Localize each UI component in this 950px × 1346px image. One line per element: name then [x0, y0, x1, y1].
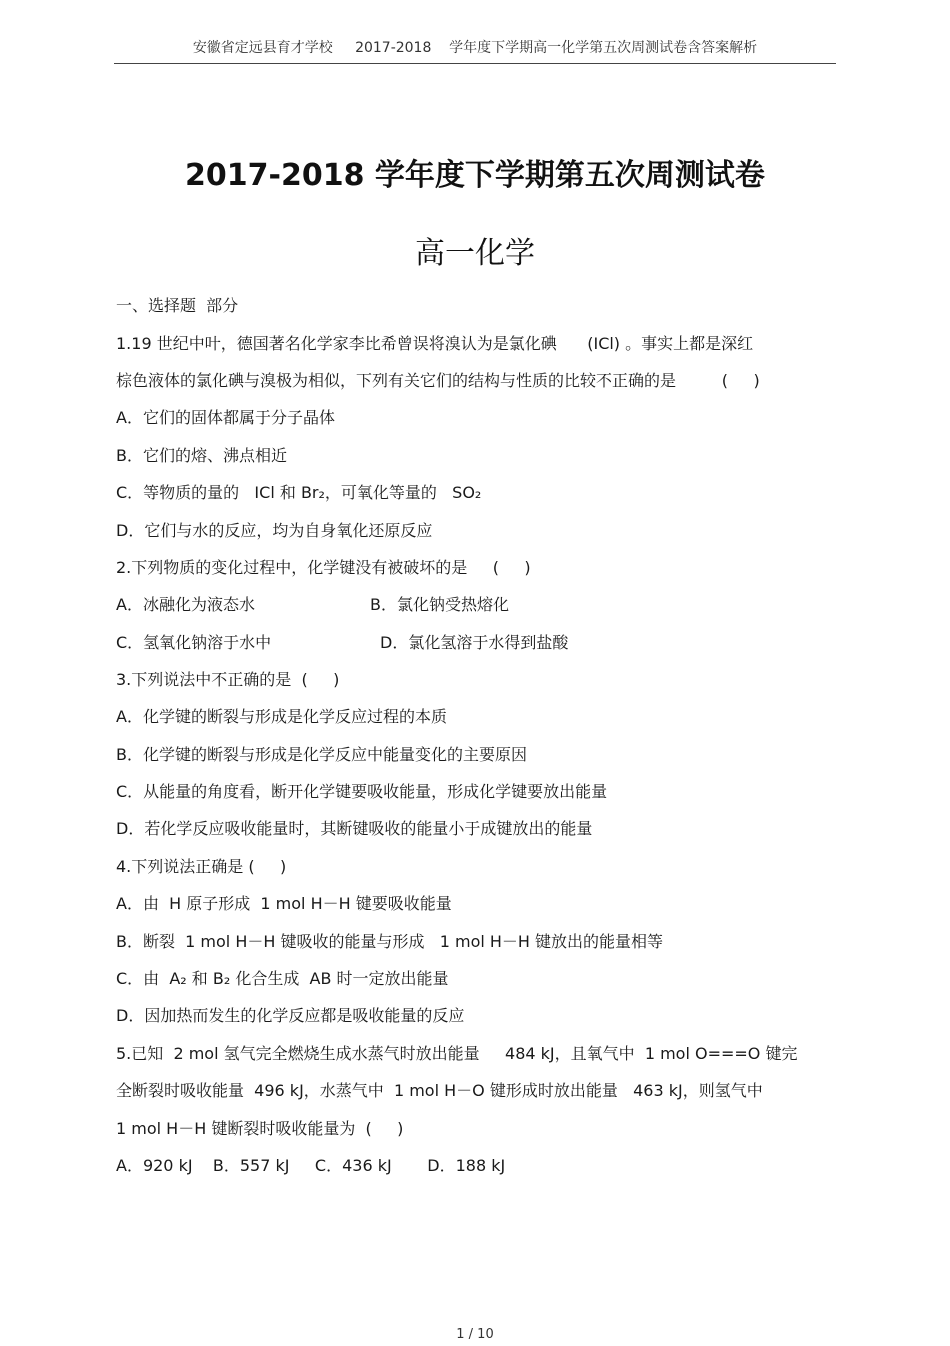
section-heading: 一、选择题 部分: [116, 296, 239, 315]
question-3-option-b: B．化学键的断裂与形成是化学反应中能量变化的主要原因: [116, 745, 527, 764]
question-5-options: A．920 kJ B．557 kJ C．436 kJ D．188 kJ: [116, 1156, 506, 1175]
question-2-option-c: C．氢氧化钠溶于水中: [116, 633, 272, 652]
question-1-option-b: B．它们的熔、沸点相近: [116, 446, 287, 465]
question-4-option-b: B．断裂 1 mol H－H 键吸收的能量与形成 1 mol H－H 键放出的能量相等: [116, 932, 664, 951]
page-title: 2017-2018 学年度下学期第五次周测试卷: [185, 158, 765, 193]
header-divider: [114, 63, 836, 64]
page-header: 安徽省定远县育才学校 2017-2018 学年度下学期高一化学第五次周测试卷含答案解析: [192, 40, 758, 56]
question-2-option-a: A．冰融化为液态水: [116, 595, 255, 614]
question-4-stem: 4.下列说法正确是 ( ): [116, 857, 287, 876]
question-3-stem: 3.下列说法中不正确的是 ( ): [116, 670, 340, 689]
question-4-option-a: A．由 H 原子形成 1 mol H－H 键要吸收能量: [116, 894, 452, 913]
question-2-option-b: B．氯化钠受热熔化: [370, 595, 509, 614]
question-4-option-c: C．由 A₂ 和 B₂ 化合生成 AB 时一定放出能量: [116, 969, 449, 988]
page-subtitle: 高一化学: [415, 236, 535, 271]
question-1-stem-line-2: 棕色液体的氯化碘与溴极为相似，下列有关它们的结构与性质的比较不正确的是 ( ): [116, 371, 760, 390]
question-3-option-c: C．从能量的角度看，断开化学键要吸收能量，形成化学键要放出能量: [116, 782, 608, 801]
question-2-option-d: D．氯化氢溶于水得到盐酸: [380, 633, 569, 652]
question-5-stem-line-3: 1 mol H－H 键断裂时吸收能量为 ( ): [116, 1119, 404, 1138]
question-2-stem: 2.下列物质的变化过程中，化学键没有被破坏的是 ( ): [116, 558, 531, 577]
question-5-stem-line-2: 全断裂时吸收能量 496 kJ，水蒸气中 1 mol H－O 键形成时放出能量 463 kJ，则氢气中: [116, 1081, 763, 1100]
question-1-option-a: A．它们的固体都属于分子晶体: [116, 408, 335, 427]
question-5-stem-line-1: 5.已知 2 mol 氢气完全燃烧生成水蒸气时放出能量 484 kJ，且氧气中 1 mol O===O 键完: [116, 1044, 798, 1063]
question-4-option-d: D．因加热而发生的化学反应都是吸收能量的反应: [116, 1006, 465, 1025]
question-1-stem-line-1: 1.19 世纪中叶，德国著名化学家李比希曾误将溴认为是氯化碘 (ICl) 。事实上都是深红: [116, 334, 754, 353]
question-1-option-c: C．等物质的量的 ICl 和 Br₂，可氧化等量的 SO₂: [116, 483, 482, 502]
question-3-option-d: D．若化学反应吸收能量时，其断键吸收的能量小于成键放出的能量: [116, 819, 593, 838]
question-3-option-a: A．化学键的断裂与形成是化学反应过程的本质: [116, 707, 447, 726]
question-1-option-d: D．它们与水的反应，均为自身氧化还原反应: [116, 521, 433, 540]
page-number: 1 / 10: [456, 1327, 494, 1342]
